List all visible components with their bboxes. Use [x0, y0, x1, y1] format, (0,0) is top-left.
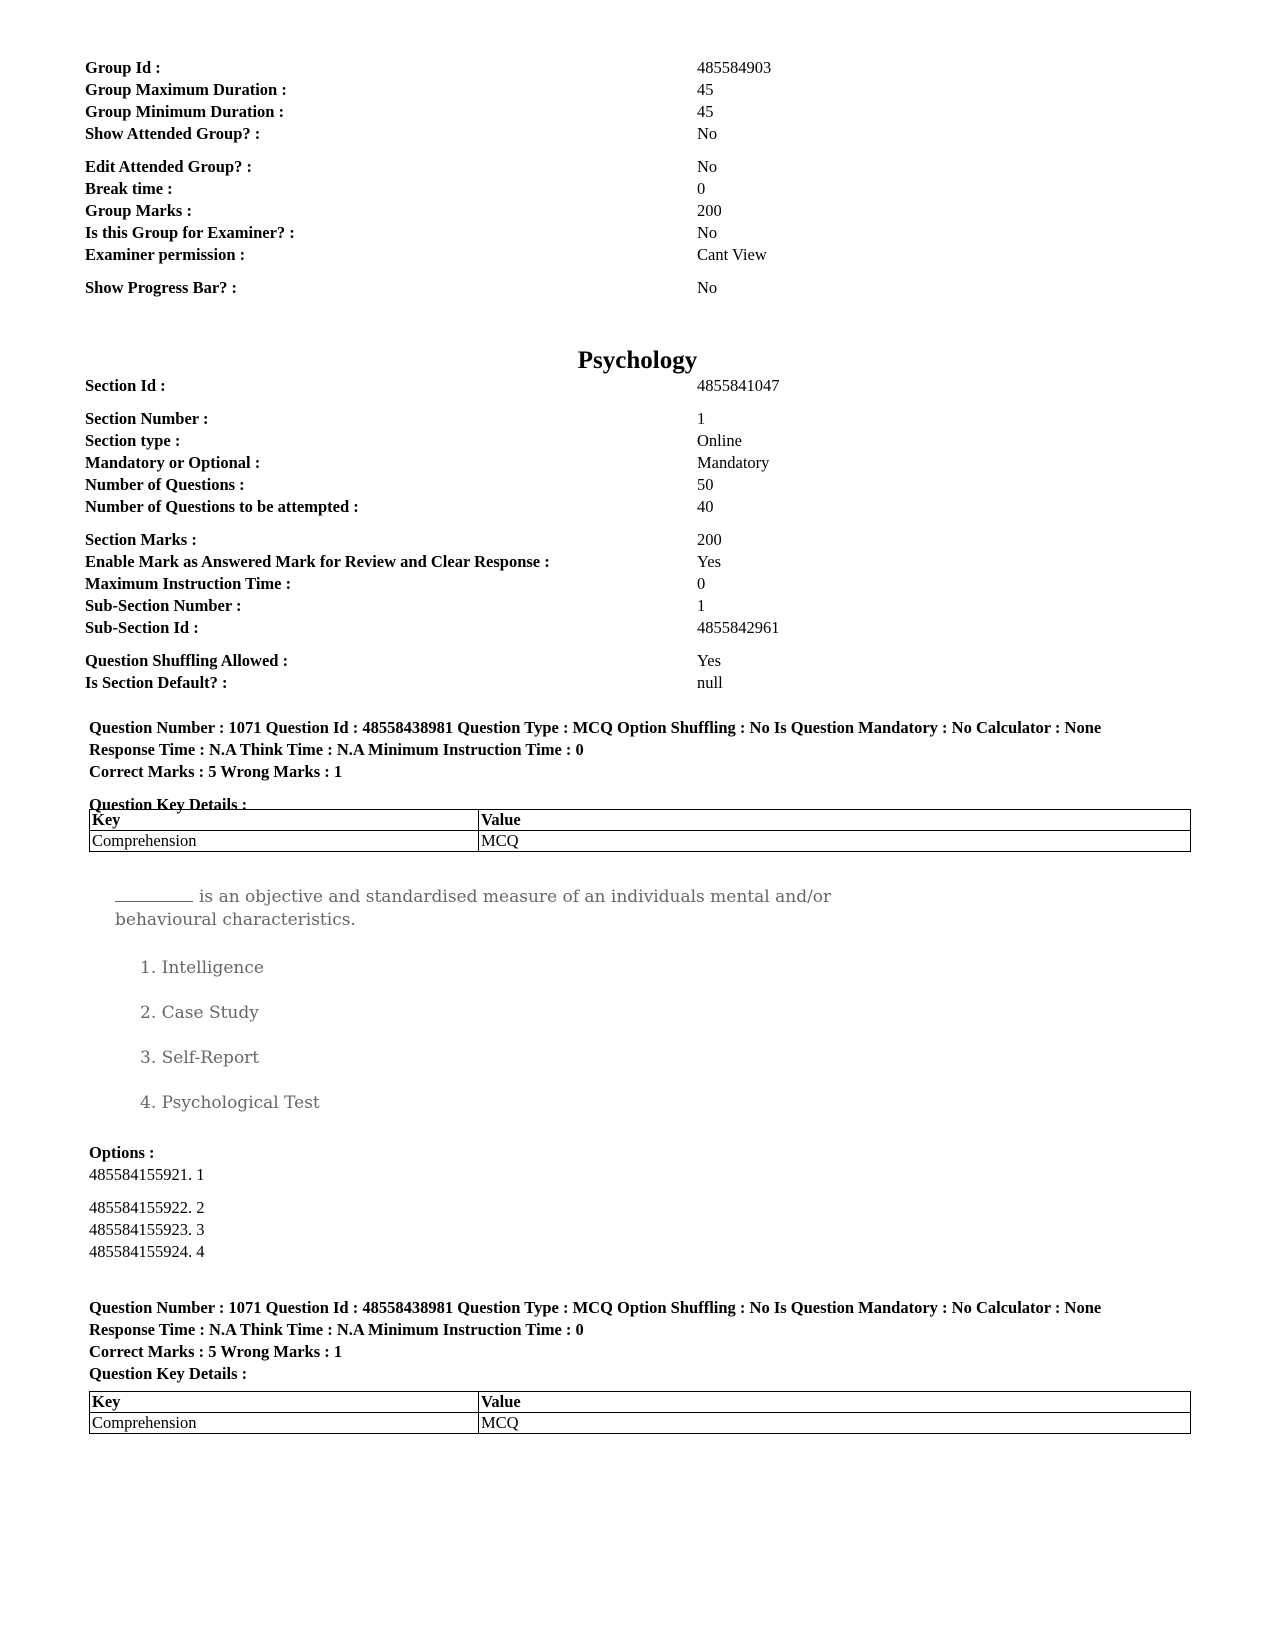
options-label: Options : — [89, 1143, 155, 1162]
mandatory-optional-row — [85, 452, 1185, 474]
option-item-4: 485584155924. 4 — [89, 1242, 205, 1261]
field-value: 45 — [697, 102, 714, 121]
field-label: Section Id : — [85, 376, 166, 395]
question-2-timing-line: Response Time : N.A Think Time : N.A Minimum Instruction Time : 0 — [89, 1320, 584, 1339]
show-progress-bar-row — [85, 277, 1185, 299]
field-label: Section Marks : — [85, 530, 197, 549]
group-for-examiner-row — [85, 222, 1185, 244]
question-2-marks-line: Correct Marks : 5 Wrong Marks : 1 — [89, 1342, 343, 1361]
field-label: Group Id : — [85, 58, 161, 77]
table-header-row — [90, 810, 1191, 831]
field-label: Show Progress Bar? : — [85, 278, 238, 297]
choice-4: 4. Psychological Test — [140, 1093, 320, 1113]
field-label: Sub-Section Id : — [85, 618, 199, 637]
field-label: Group Minimum Duration : — [85, 102, 285, 121]
section-id-row — [85, 375, 1185, 397]
choice-2: 2. Case Study — [140, 1003, 259, 1023]
field-label: Question Shuffling Allowed : — [85, 651, 289, 670]
question-2-meta-line: Question Number : 1071 Question Id : 48558438981 Question Type : MCQ Option Shuffling : No Is Question Mandatory : No Calculator : None — [89, 1298, 1102, 1317]
table-header-key: Key — [90, 810, 479, 831]
question-1-timing-line: Response Time : N.A Think Time : N.A Minimum Instruction Time : 0 — [89, 740, 584, 759]
field-value: 4855841047 — [697, 376, 780, 395]
section-number-row — [85, 408, 1185, 430]
option-item-1: 485584155921. 1 — [89, 1165, 205, 1184]
group-min-duration-row — [85, 101, 1185, 123]
table-header-key: Key — [90, 1392, 479, 1413]
sub-section-number-row — [85, 595, 1185, 617]
number-of-questions-row — [85, 474, 1185, 496]
option-item-2: 485584155922. 2 — [89, 1198, 205, 1217]
field-value: No — [697, 223, 718, 242]
answer-blank — [115, 901, 193, 902]
table-header-value: Value — [479, 1392, 1191, 1413]
table-cell-key: Comprehension — [90, 1413, 479, 1434]
sub-section-id-row — [85, 617, 1185, 639]
field-label: Examiner permission : — [85, 245, 246, 264]
field-value: No — [697, 124, 718, 143]
field-label: Group Maximum Duration : — [85, 80, 287, 99]
choice-1: 1. Intelligence — [140, 958, 264, 978]
field-value: 0 — [697, 574, 706, 593]
question-text: is an objective and standardised measure of an individuals mental and/or behavioural characteristics. — [115, 887, 832, 930]
table-cell-key: Comprehension — [90, 831, 479, 852]
field-value: 45 — [697, 80, 714, 99]
table-header-row — [90, 1392, 1191, 1413]
table-cell-value: MCQ — [479, 1413, 1191, 1434]
field-value: 40 — [697, 497, 714, 516]
section-default-row — [85, 672, 1185, 694]
table-row — [90, 1413, 1191, 1434]
field-value: 200 — [697, 530, 722, 549]
field-value: No — [697, 278, 718, 297]
field-value: Yes — [697, 552, 722, 571]
break-time-row — [85, 178, 1185, 200]
field-value: Online — [697, 431, 742, 450]
field-label: Maximum Instruction Time : — [85, 574, 292, 593]
field-label: Section Number : — [85, 409, 209, 428]
table-cell-value: MCQ — [479, 831, 1191, 852]
section-type-row — [85, 430, 1185, 452]
field-label: Break time : — [85, 179, 173, 198]
examiner-permission-row — [85, 244, 1185, 266]
table-row — [90, 831, 1191, 852]
group-max-duration-row — [85, 79, 1185, 101]
question-2-key-table — [89, 1391, 1191, 1434]
field-label: Section type : — [85, 431, 181, 450]
field-value: Mandatory — [697, 453, 770, 472]
edit-attended-group-row — [85, 156, 1185, 178]
group-id-row — [85, 57, 1185, 79]
choice-3: 3. Self-Report — [140, 1048, 260, 1068]
field-label: Mandatory or Optional : — [85, 453, 261, 472]
group-marks-row — [85, 200, 1185, 222]
field-value: 4855842961 — [697, 618, 780, 637]
option-item-3: 485584155923. 3 — [89, 1220, 205, 1239]
field-label: Number of Questions : — [85, 475, 245, 494]
questions-to-attempt-row — [85, 496, 1185, 518]
field-value: null — [697, 673, 723, 692]
field-value: 485584903 — [697, 58, 772, 77]
section-marks-row — [85, 529, 1185, 551]
table-header-value: Value — [479, 810, 1191, 831]
field-label: Group Marks : — [85, 201, 192, 220]
field-value: 200 — [697, 201, 722, 220]
field-value: Yes — [697, 651, 722, 670]
section-title: Psychology — [577, 347, 698, 374]
field-value: Cant View — [697, 245, 767, 264]
field-label: Number of Questions to be attempted : — [85, 497, 359, 516]
field-label: Show Attended Group? : — [85, 124, 261, 143]
question-image — [110, 886, 900, 1118]
question-1-meta-line: Question Number : 1071 Question Id : 48558438981 Question Type : MCQ Option Shuffling : No Is Question Mandatory : No Calculator : None — [89, 718, 1102, 737]
field-value: No — [697, 157, 718, 176]
max-instruction-time-row — [85, 573, 1185, 595]
field-label: Edit Attended Group? : — [85, 157, 253, 176]
field-value: 1 — [697, 409, 706, 428]
question-1-key-details-label: Question Key Details : — [89, 795, 248, 814]
field-value: 50 — [697, 475, 714, 494]
show-attended-group-row — [85, 123, 1185, 145]
field-label: Enable Mark as Answered Mark for Review and Clear Response : — [85, 552, 550, 571]
question-stem — [115, 886, 895, 932]
field-label: Sub-Section Number : — [85, 596, 242, 615]
field-label: Is Section Default? : — [85, 673, 228, 692]
question-1-key-table — [89, 809, 1191, 852]
question-2-key-details-label: Question Key Details : — [89, 1364, 248, 1383]
field-value: 1 — [697, 596, 706, 615]
question-1-marks-line: Correct Marks : 5 Wrong Marks : 1 — [89, 762, 343, 781]
question-shuffling-row — [85, 650, 1185, 672]
field-value: 0 — [697, 179, 706, 198]
field-label: Is this Group for Examiner? : — [85, 223, 295, 242]
enable-mark-review-row — [85, 551, 1185, 573]
